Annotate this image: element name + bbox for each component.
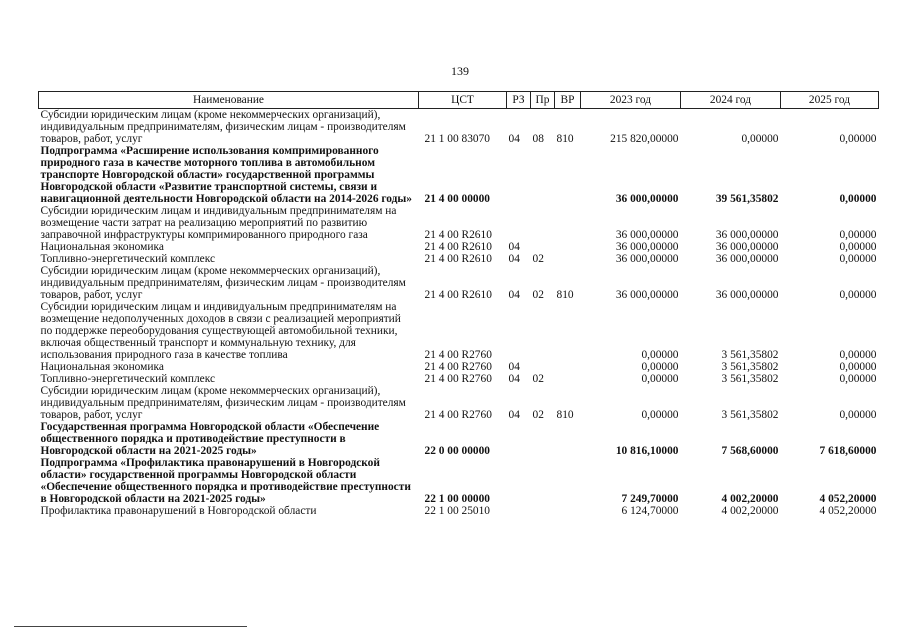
- row-2024: 3 561,35802: [721, 349, 779, 361]
- page-number: 139: [451, 64, 469, 78]
- row-cst: 21 4 00 00000: [424, 193, 490, 205]
- table-row: [39, 421, 879, 457]
- row-2024: 36 000,00000: [715, 253, 779, 265]
- row-2025: 0,00000: [839, 193, 877, 205]
- row-pr: [531, 505, 555, 517]
- row-2024: 39 561,35802: [715, 193, 779, 205]
- row-rz: 04: [508, 289, 520, 301]
- row-cst: 21 4 00 R2610: [424, 253, 492, 265]
- row-vr: 810: [556, 289, 574, 301]
- row-2024: 3 561,35802: [721, 409, 779, 421]
- header-2024: 2024 год: [681, 92, 781, 109]
- row-pr: [531, 457, 555, 505]
- row-pr: [531, 361, 555, 373]
- row-2023: 36 000,00000: [615, 193, 679, 205]
- row-rz: 04: [508, 409, 520, 421]
- row-2023: 36 000,00000: [615, 229, 679, 241]
- row-vr: [555, 361, 581, 373]
- row-name: Государственная программа Новгородской области «Обеспечение общественного порядка и противодействие преступности в Новгородской области на 2021-2025 годы»: [40, 421, 380, 457]
- row-name: Субсидии юридическим лицам и индивидуальным предпринимателям на возмещение недополученных доходов в связи с реализацией мероприятий по поддержке переоборудования существующей автомобильной техники, включая общественный транспорт и коммунальную технику, для использования природного газа в качестве топлива: [40, 301, 401, 361]
- table-body: [39, 109, 879, 518]
- row-name: Профилактика правонарушений в Новгородской области: [40, 505, 317, 517]
- row-cst: 21 4 00 R2760: [424, 373, 492, 385]
- row-name: Подпрограмма «Расширение использования компримированного природного газа в качестве моторного топлива в автомобильном транспорте Новгородской области» государственной программы Новгородской области «Развитие транспортной системы, связи и навигационной деятельности Новгородской области на 2014-2026 годы»: [40, 145, 412, 205]
- row-rz: 04: [508, 241, 520, 253]
- row-cst: 21 1 00 83070: [424, 133, 490, 145]
- header-pr: Пр: [531, 92, 555, 109]
- row-2023: 10 816,10000: [615, 445, 679, 457]
- row-2025: 0,00000: [839, 229, 877, 241]
- row-vr: [555, 373, 581, 385]
- row-pr: [531, 241, 555, 253]
- row-2024: 36 000,00000: [715, 289, 779, 301]
- table-row: [39, 373, 879, 385]
- row-2025: 7 618,60000: [819, 445, 877, 457]
- row-cst: 21 4 00 R2610: [424, 289, 492, 301]
- row-rz: 04: [508, 373, 520, 385]
- row-2025: 0,00000: [839, 133, 877, 145]
- row-2023: 0,00000: [641, 361, 679, 373]
- row-2025: 0,00000: [839, 373, 877, 385]
- row-2025: 4 052,20000: [819, 493, 877, 505]
- table-row: [39, 253, 879, 265]
- row-rz: [507, 505, 531, 517]
- row-vr: [555, 505, 581, 517]
- row-name: Национальная экономика: [40, 361, 164, 373]
- row-name: Субсидии юридическим лицам (кроме некоммерческих организаций), индивидуальным предпринимателям, физическим лицам - производителям товаров, работ, услуг: [40, 385, 406, 421]
- row-pr: 02: [532, 409, 544, 421]
- row-2024: 36 000,00000: [715, 229, 779, 241]
- row-2023: 7 249,70000: [621, 493, 679, 505]
- row-pr: 02: [532, 289, 544, 301]
- row-name: Топливно-энергетический комплекс: [40, 253, 216, 265]
- row-rz: 04: [508, 133, 520, 145]
- header-cst: ЦСТ: [419, 92, 507, 109]
- table-row: [39, 301, 879, 361]
- row-cst: 21 4 00 R2760: [424, 349, 492, 361]
- row-cst: 22 1 00 00000: [424, 493, 490, 505]
- row-name: Субсидии юридическим лицам (кроме некоммерческих организаций), индивидуальным предпринимателям, физическим лицам - производителям товаров, работ, услуг: [40, 109, 406, 145]
- table-row: [39, 109, 879, 146]
- table-row: [39, 457, 879, 505]
- table-header-row: [39, 92, 879, 109]
- row-2024: 7 568,60000: [721, 445, 779, 457]
- row-2023: 215 820,00000: [610, 133, 679, 145]
- row-2023: 6 124,70000: [621, 505, 679, 517]
- row-2025: 0,00000: [839, 241, 877, 253]
- row-pr: 02: [532, 373, 544, 385]
- row-pr: [531, 145, 555, 205]
- row-rz: [507, 421, 531, 457]
- row-rz: [507, 205, 531, 241]
- row-cst: 22 1 00 25010: [424, 505, 490, 517]
- table-row: [39, 205, 879, 241]
- row-2023: 0,00000: [641, 349, 679, 361]
- row-2024: 3 561,35802: [721, 373, 779, 385]
- table-row: [39, 361, 879, 373]
- row-rz: [507, 145, 531, 205]
- row-cst: 22 0 00 00000: [424, 445, 490, 457]
- row-rz: [507, 457, 531, 505]
- row-2024: 36 000,00000: [715, 241, 779, 253]
- row-rz: 04: [508, 253, 520, 265]
- header-2023: 2023 год: [581, 92, 681, 109]
- table-row: [39, 145, 879, 205]
- header-vr: ВР: [555, 92, 581, 109]
- row-name: Подпрограмма «Профилактика правонарушений в Новгородской области» государственной программы Новгородской области «Обеспечение общественного порядка и противодействие преступности в Новгородской области на 2021-2025 годы»: [40, 457, 411, 505]
- header-2025: 2025 год: [781, 92, 879, 109]
- row-2025: 0,00000: [839, 253, 877, 265]
- row-2023: 0,00000: [641, 373, 679, 385]
- row-cst: 21 4 00 R2760: [424, 361, 492, 373]
- table-row: [39, 265, 879, 301]
- row-2024: 4 002,20000: [721, 493, 779, 505]
- row-vr: [555, 205, 581, 241]
- footer-rule: [14, 626, 247, 627]
- budget-table: [38, 91, 879, 517]
- row-name: Национальная экономика: [40, 241, 164, 253]
- row-cst: 21 4 00 R2610: [424, 229, 492, 241]
- table-row: [39, 241, 879, 253]
- row-2024: 3 561,35802: [721, 361, 779, 373]
- row-cst: 21 4 00 R2760: [424, 409, 492, 421]
- row-pr: [531, 301, 555, 361]
- row-rz: [507, 301, 531, 361]
- row-name: Топливно-энергетический комплекс: [40, 373, 216, 385]
- row-2025: 4 052,20000: [819, 505, 877, 517]
- row-2025: 0,00000: [839, 361, 877, 373]
- table-row: [39, 505, 879, 517]
- table-row: [39, 385, 879, 421]
- row-2025: 0,00000: [839, 349, 877, 361]
- row-vr: 810: [556, 133, 574, 145]
- row-2023: 36 000,00000: [615, 241, 679, 253]
- header-name: Наименование: [39, 92, 419, 109]
- row-2023: 36 000,00000: [615, 289, 679, 301]
- row-name: Субсидии юридическим лицам (кроме некоммерческих организаций), индивидуальным предпринимателям, физическим лицам - производителям товаров, работ, услуг: [40, 265, 406, 301]
- row-2024: 4 002,20000: [721, 505, 779, 517]
- row-pr: [531, 421, 555, 457]
- row-2025: 0,00000: [839, 409, 877, 421]
- row-vr: [555, 421, 581, 457]
- row-name: Субсидии юридическим лицам и индивидуальным предпринимателям на возмещение части затрат на реализацию мероприятий по развитию заправочной инфраструктуры компримированного природного газа: [40, 205, 397, 241]
- row-vr: 810: [556, 409, 574, 421]
- row-pr: 08: [532, 133, 544, 145]
- row-vr: [555, 145, 581, 205]
- row-2024: 0,00000: [741, 133, 779, 145]
- row-2025: 0,00000: [839, 289, 877, 301]
- header-rz: РЗ: [507, 92, 531, 109]
- row-vr: [555, 457, 581, 505]
- row-pr: 02: [532, 253, 544, 265]
- row-2023: 0,00000: [641, 409, 679, 421]
- row-vr: [555, 253, 581, 265]
- row-pr: [531, 205, 555, 241]
- row-cst: 21 4 00 R2610: [424, 241, 492, 253]
- row-vr: [555, 301, 581, 361]
- row-rz: 04: [508, 361, 520, 373]
- row-2023: 36 000,00000: [615, 253, 679, 265]
- row-vr: [555, 241, 581, 253]
